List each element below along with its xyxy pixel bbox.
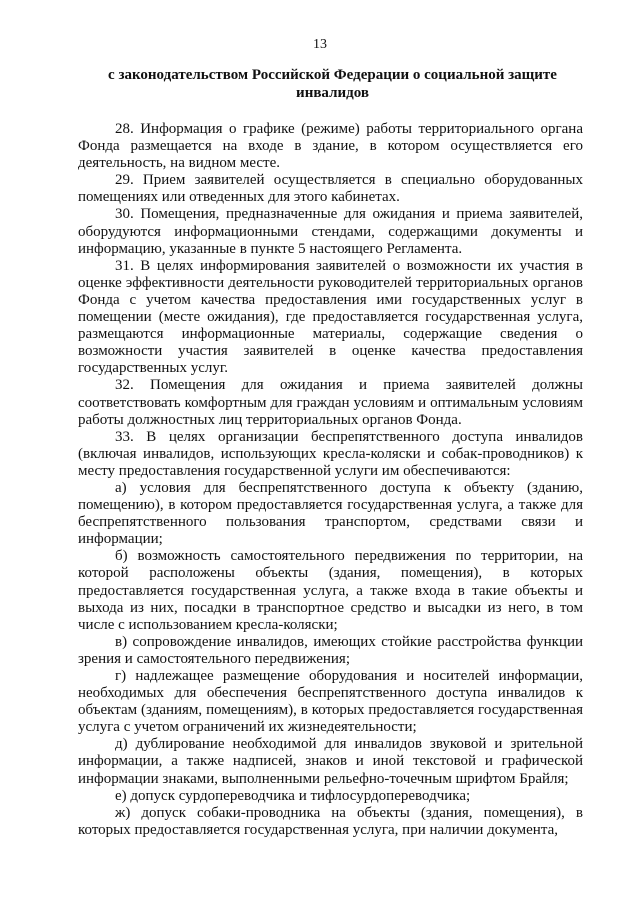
paragraph-33: 33. В целях организации беспрепятственного доступа инвалидов (включая инвалидов, использующих кресла-коляски и собак-проводников) к месту предоставления государственной услуги им обеспечиваются:: [78, 428, 583, 479]
list-item-b: б) возможность самостоятельного передвижения по территории, на которой расположены объекты (здания, помещения), в которых предоставляется государственная услуга, а также входа в такие объекты и выхода из них, посадки в транспортное средство и высадки из него, в том числе с использованием кресла-коляски;: [78, 548, 583, 633]
paragraph-29: 29. Прием заявителей осуществляется в специально оборудованных помещениях или отведенных для этого кабинетах.: [78, 172, 583, 206]
list-item-d: д) дублирование необходимой для инвалидов звуковой и зрительной информации, а также надписей, знаков и иной текстовой и графической информации знаками, выполненными рельефно-точечным шрифтом Брайля;: [78, 736, 583, 787]
section-heading: с законодательством Российской Федерации о социальной защите инвалидов: [108, 67, 557, 101]
list-item-a: а) условия для беспрепятственного доступа к объекту (зданию, помещению), в котором предоставляется государственная услуга, а также для беспрепятственного пользования транспортом, средствами связи и информации;: [78, 479, 583, 548]
paragraph-30: 30. Помещения, предназначенные для ожидания и приема заявителей, оборудуются информационными стендами, содержащими документы и информацию, указанные в пункте 5 настоящего Регламента.: [78, 206, 583, 257]
list-item-e: е) допуск сурдопереводчика и тифлосурдопереводчика;: [115, 787, 471, 804]
paragraph-31: 31. В целях информирования заявителей о возможности их участия в оценке эффективности деятельности руководителей территориальных органов Фонда с учетом качества предоставления ими государственных услуг в помещении (месте ожидания), где предоставляется государственная услуга, размещаются информационные материалы, содержащие сведения о возможности участия заявителей в оценке качества предоставления государственных услуг.: [78, 257, 583, 377]
document-body: [78, 121, 583, 839]
page-number: 13: [313, 37, 327, 52]
list-item-zh: ж) допуск собаки-проводника на объекты (здания, помещения), в которых предоставляется государственная услуга, при наличии документа,: [78, 804, 583, 838]
list-item-v: в) сопровождение инвалидов, имеющих стойкие расстройства функции зрения и самостоятельного передвижения;: [78, 633, 583, 667]
paragraph-32: 32. Помещения для ожидания и приема заявителей должны соответствовать комфортным для граждан условиям и оптимальным условиям работы должностных лиц территориальных органов Фонда.: [78, 377, 583, 428]
list-item-g: г) надлежащее размещение оборудования и носителей информации, необходимых для обеспечения беспрепятственного доступа инвалидов к объектам (зданиям, помещениям), в которых предоставляется государственная услуга с учетом ограничений их жизнедеятельности;: [78, 668, 583, 736]
paragraph-28: 28. Информация о графике (режиме) работы территориального органа Фонда размещается на входе в здание, в котором осуществляется его деятельность, на видном месте.: [78, 121, 583, 172]
